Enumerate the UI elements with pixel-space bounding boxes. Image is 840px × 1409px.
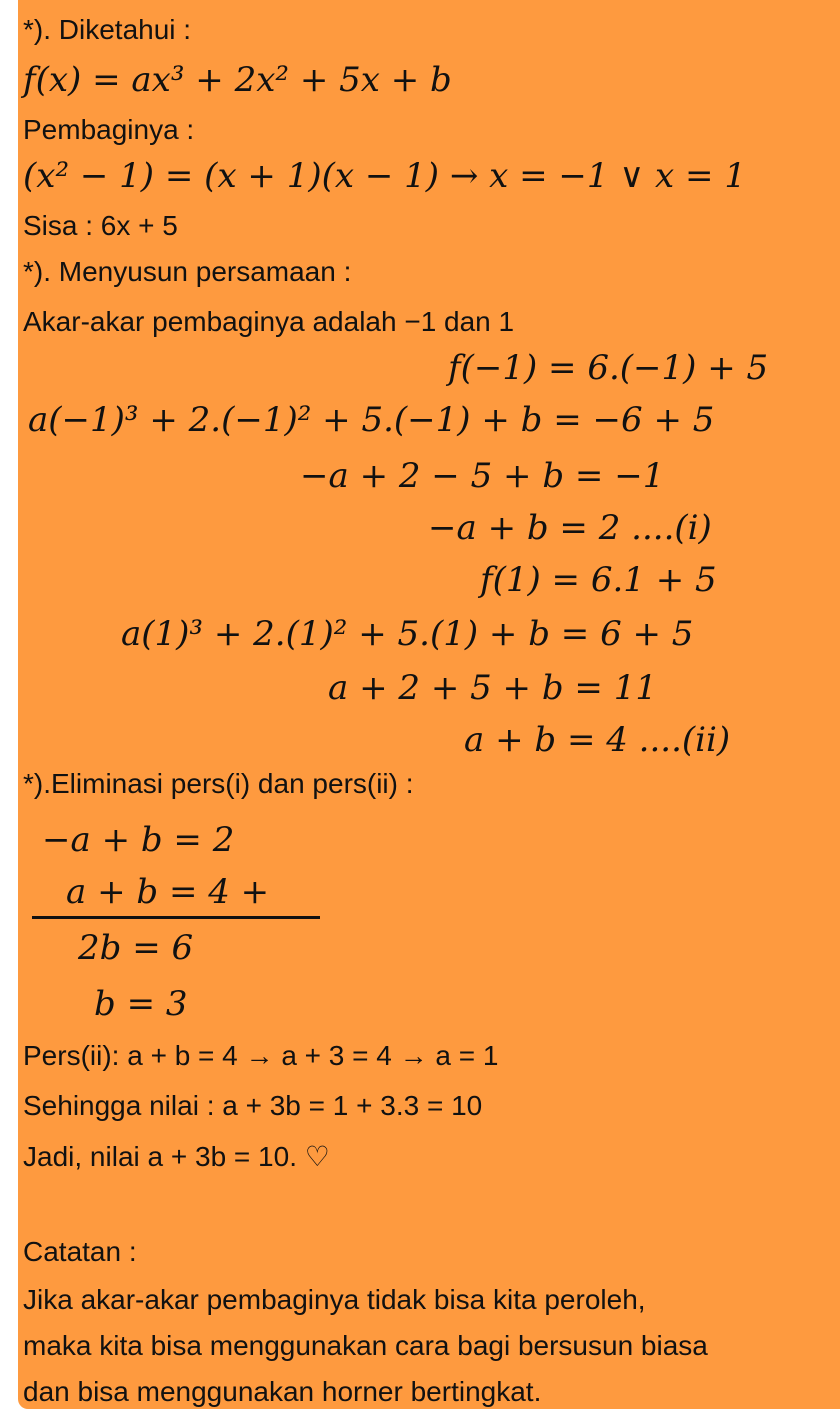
divisor-equation: (x² − 1) = (x + 1)(x − 1) → x = −1 ∨ x = 1 — [23, 156, 746, 196]
note-line-2: maka kita bisa menggunakan cara bagi bersusun biasa — [23, 1330, 708, 1361]
value-a-line: Pers(ii): a + b = 4 → a + 3 = 4 → a = 1 — [23, 1040, 499, 1071]
elimination-row-2: a + b = 4 + — [66, 872, 270, 912]
note-line-1: Jika akar-akar pembaginya tidak bisa kita peroleh, — [23, 1284, 646, 1315]
roots-statement: Akar-akar pembaginya adalah −1 dan 1 — [23, 306, 515, 337]
equation-substitute-neg1: a(−1)³ + 2.(−1)² + 5.(−1) + b = −6 + 5 — [28, 400, 715, 440]
elimination-row-1: −a + b = 2 — [42, 820, 235, 860]
equation-f-neg1: f(−1) = 6.(−1) + 5 — [448, 348, 769, 388]
equation-simplify-1: a + 2 + 5 + b = 11 — [328, 668, 657, 708]
heading-diketahui: *). Diketahui : — [23, 14, 192, 45]
elimination-result: 2b = 6 — [78, 928, 194, 968]
result-line: Sehingga nilai : a + 3b = 1 + 3.3 = 10 — [23, 1090, 483, 1121]
function-definition: f(x) = ax³ + 2x² + 5x + b — [23, 60, 452, 100]
equation-f-1: f(1) = 6.1 + 5 — [480, 560, 717, 600]
remainder-line: Sisa : 6x + 5 — [23, 210, 178, 241]
heading-menyusun: *). Menyusun persamaan : — [23, 256, 352, 287]
conclusion-line: Jadi, nilai a + 3b = 10. ♡ — [23, 1141, 330, 1172]
elimination-sum-rule — [32, 916, 320, 919]
heading-catatan: Catatan : — [23, 1236, 137, 1267]
equation-substitute-1: a(1)³ + 2.(1)² + 5.(1) + b = 6 + 5 — [121, 614, 694, 654]
value-b: b = 3 — [94, 984, 188, 1024]
label-pembagi: Pembaginya : — [23, 114, 195, 145]
equation-simplify-neg1: −a + 2 − 5 + b = −1 — [300, 456, 665, 496]
solution-card — [18, 0, 840, 1409]
heading-eliminasi: *).Eliminasi pers(i) dan pers(ii) : — [23, 768, 414, 799]
equation-ii: a + b = 4 ....(ii) — [464, 720, 731, 760]
equation-i: −a + b = 2 ....(i) — [428, 508, 712, 548]
note-line-3: dan bisa menggunakan horner bertingkat. — [23, 1376, 542, 1407]
